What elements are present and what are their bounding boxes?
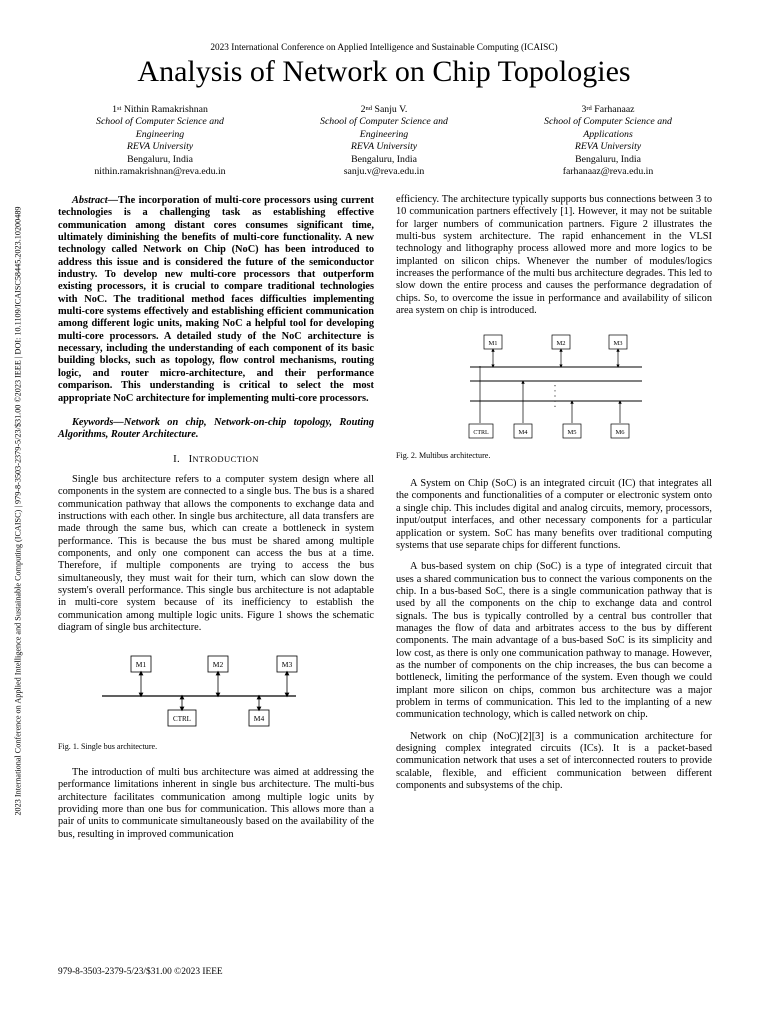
author-university: REVA University [574,141,642,153]
block-m3-label: M3 [281,660,293,670]
paragraph: Single bus architecture refers to a computer system design where all components in the system are connected to a single bus. The bus is a shared communication pathway that allows the components to exchange data and instructions with each other. In single bus architecture, all data transfers are made through the same bus, which can create a bottleneck in system performance. This is because the bus must be shared among multiple components, and only one component can access the bus at a time. Therefore, if multiple components are trying to access the bus simultaneously, they must wait for their turn, which can slow down the system's overall performance. This single bus architecture is not adaptable in multi-core system because of its inefficiency to establish the communication among multiple logic units. Figure 1 shows the schematic diagram of single bus architecture. [58,473,374,633]
author-2 [284,104,484,178]
paragraph: The introduction of multi bus architecture was aimed at addressing the performance limitations inherent in single bus architecture. The multi-bus architecture facilitates communication among multiple logic units by providing more than one bus for communication. This allows more than a pair of units to communicate simultaneously based on the availability of the bus, resulting in improved communication [58,767,374,840]
footer-copyright: 979-8-3503-2379-5/23/$31.00 ©2023 IEEE [58,967,223,977]
author-name-line [284,104,484,116]
abstract-text: —The incorporation of multi-core processors using current technologies is a challenging task as establishing effective communication among distant cores consumes significant time, ultimately diminishing the benefits of multi-core functionality. A new technology called Network on Chip (NoC) has been introduced to address this issue and is considered the future of the semiconductor industry. To develop new multi-core processors that outperform existing processors, it is crucial to compare traditional technologies with NoC. The traditional method faces difficulties implementing multi-core systems effectively and establishing efficient communication among different logic units, making NoC a helpful tool for developing multi-core processors. A detailed study of the NoC architecture is necessary, including the understanding of each component of its basic building blocks, such as topology, flow control mechanisms, routing logic, and router micro-architecture, and their performance comparison. This understanding is critical to select the most appropriate NoC architecture for implementing multi-core processors. [58,195,374,404]
figure-2-caption: Fig. 2. Multibus architecture. [396,450,491,460]
author-3 [508,104,708,178]
block-m3-label: M3 [613,340,623,348]
author-ordinal-sup: st [117,105,122,112]
author-email: sanju.v@reva.edu.in [343,166,425,178]
paragraph-gap [396,722,712,731]
section-title-rest: NTRODUCTION [192,453,259,464]
author-location: Bengaluru, India [351,153,417,165]
figure-1-caption: Fig. 1. Single bus architecture. [58,741,158,751]
author-1 [60,104,260,178]
block-m4-label: M4 [253,714,265,724]
author-dept-2: Applications [583,128,633,140]
paragraph: efficiency. The architecture typically supports bus connections between 3 to 10 communication partners effectively [1]. However, it may not be suitable for larger numbers of communication partners. Figure 2 illustrates the multi-bus system architecture. The rapid enhancement in the VLSI technology and lithography process allowed more and more logics to be implanted on silicon chips. Whenever the number of modules/logics increases the performance of the multi bus architecture degrades. This led to slow down the entire process and causes the performance degradation of chips. So, to overcome the issue in performance and availability of silicon area system on chip is introduced. [396,194,712,317]
author-ordinal-sup: nd [365,105,373,112]
keywords: Keywords—Network on chip, Network-on-chip topology, Routing Algorithms, Router Architecture. [58,416,374,441]
section-title-initial: I [188,452,193,465]
multibus-diagram [466,329,646,441]
author-email: nithin.ramakrishnan@reva.edu.in [94,166,226,178]
author-name-line [60,104,260,116]
block-m2-label: M2 [212,660,224,670]
author-dept-2: Engineering [359,128,409,140]
author-dept-2: Engineering [135,128,185,140]
block-m5-label: M5 [567,429,577,437]
paragraph: A System on Chip (SoC) is an integrated circuit (IC) that integrates all the components and functionalities of a computer or electronic system onto a single chip. This includes digital and analog circuits, memory, processors, input/output interfaces, and other necessary components for a particular application or system. SoC has many benefits over traditional computing systems that use separate chips for different functions. [396,478,712,551]
doi-sidebar [11,150,25,872]
right-column [396,194,712,792]
paragraph: Network on chip (NoC)[2][3] is a communication architecture for designing complex integrated circuits (ICs). It is a packet-based communication network that uses a set of interconnected routers to provide scalable, flexible, and efficient communication between different components and subsystems of the chip. [396,730,712,792]
section-heading [58,453,374,465]
block-ctrl-label: CTRL [473,430,489,437]
author-ordinal-sup: rd [586,105,592,112]
author-dept: School of Computer Science and [320,116,448,128]
author-dept: School of Computer Science and [544,116,672,128]
paragraph: A bus-based system on chip (SoC) is a type of integrated circuit that uses a shared communication bus to connect the various components on the chip. In a bus-based SoC, there is a single communication pathway that is used by all the components on the chip to exchange data and control signals. The bus is typically controlled by a central bus controller that manages the flow of data and arbitrates access to the bus by different components. The main advantage of a bus-based SoC is its simplicity and low cost, as there is only one communication pathway to manage. However, as the number of components on the chip increases, the bus can become a bottleneck, limiting the performance of the system. Even though we could implant more silicon on chips, common bus architecture was a major problem in terms of communication. This led to the implanting of a new communication technology, which is called network on chip. [396,561,712,721]
author-location: Bengaluru, India [127,153,193,165]
sidebar-text: 2023 International Conference on Applied Intelligence and Sustainable Computing (ICAISC) | 979-8-3503-2379-5/23/$31.00 ©2023 IEEE | DOI: 10.1109/ICAISC58445.2023.10200489 [13,206,23,816]
abstract [58,195,374,405]
author-block [60,104,708,178]
left-column [58,195,374,841]
block-m1-label: M1 [135,660,147,670]
abstract-lead: Abstract [72,195,108,206]
figure-2 [396,329,712,445]
author-name: Nithin Ramakrishnan [123,104,208,115]
author-name: Sanju V. [374,104,408,115]
author-university: REVA University [126,141,194,153]
paragraph-gap [396,552,712,561]
block-m4-label: M4 [518,429,528,437]
author-ordinal: 3 [581,104,587,115]
conference-header: 2023 International Conference on Applied Intelligence and Sustainable Computing (ICAISC) [210,43,558,53]
author-university: REVA University [350,141,418,153]
block-m6-label: M6 [615,429,625,437]
author-dept: School of Computer Science and [96,116,224,128]
section-number: I. [173,452,180,465]
author-name: Farhanaaz [594,104,635,115]
figure-1 [58,646,374,734]
block-m1-label: M1 [488,340,498,348]
block-ctrl-label: CTRL [173,715,191,724]
author-name-line [508,104,708,116]
block-m2-label: M2 [556,340,566,348]
single-bus-diagram [58,646,374,730]
author-ordinal: 2 [360,104,366,115]
author-email: farhanaaz@reva.edu.in [562,166,654,178]
author-ordinal: 1 [112,104,118,115]
paper-title: Analysis of Network on Chip Topologies [137,55,631,88]
author-location: Bengaluru, India [575,153,641,165]
